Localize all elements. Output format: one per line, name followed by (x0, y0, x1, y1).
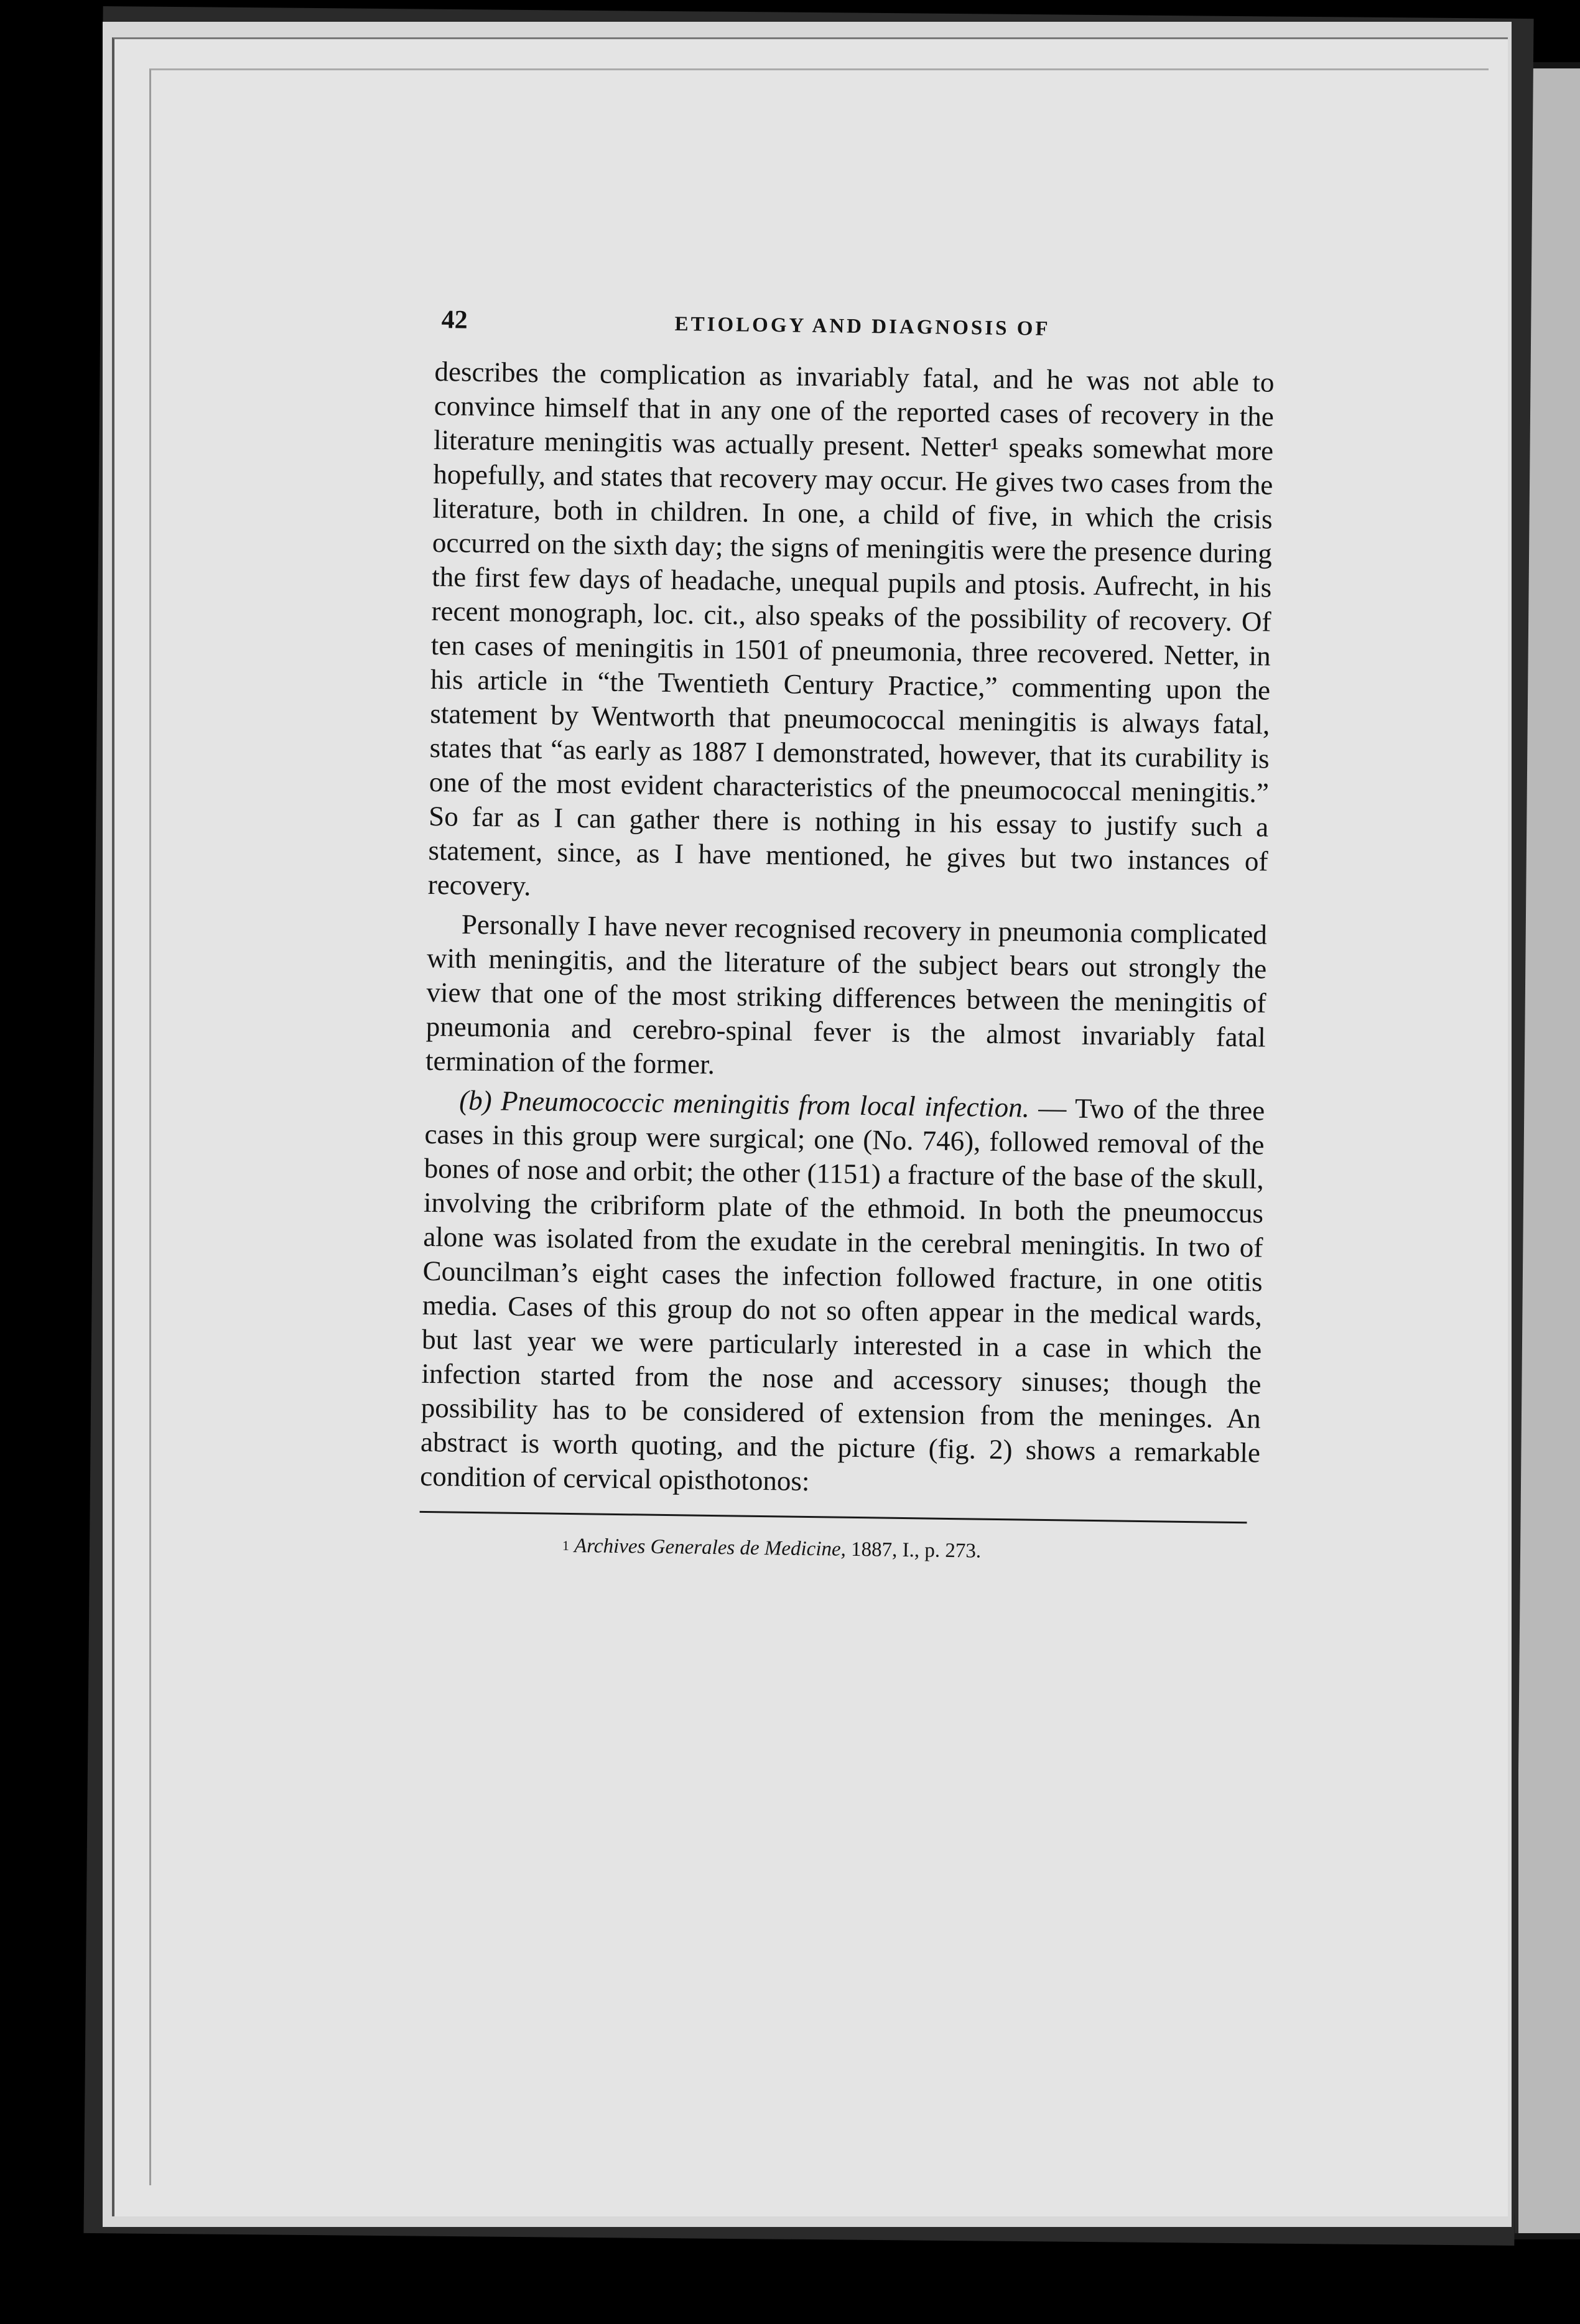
footnote-citation: 1887, I., p. 273. (845, 1538, 982, 1563)
footnote-source-title: Archives Generales de Medicine, (574, 1535, 847, 1561)
page-number: 42 (441, 305, 468, 335)
page-text-block (419, 305, 1275, 1567)
paragraph-2: Personally I have never recognised recovery in pneumonia complicated with meningitis, and the literature of the subject bears out strongly the view that one of the most striking differences between the meningitis of pneumonia and cerebro-spinal fever is the almost invariably fatal termination of the former. (425, 908, 1268, 1080)
paragraph-1: describes the complication as invariably fatal, and he was not able to convince himself that in any one of the reported cases of recovery in the literature meningitis was actually present. Netter¹ speaks somewhat more hopefully, and states that recovery may occur. He gives two cases from the literature, both in children. In one, a child of five, in which the crisis occurred on the sixth day; the signs of meningitis were the presence during the first few days of headache, unequal pupils and ptosis. Aufrecht, in his recent monograph, loc. cit., also speaks of the possibility of recovery. Of ten cases of meningitis in 1501 of pneumonia, three recovered. Netter, in his article in “the Twentieth Century Practice,” commenting upon the statement by Wentworth that pneumococcal meningitis is always fatal, states that “as early as 1887 I demonstrated, however, that its curability is one of the most evident characteristics of the pneumococcal meningitis.” So far as I can gather there is nothing in his essay to justify such a statement, since, as I have mentioned, he gives but two instances of recovery. (427, 355, 1275, 902)
footnote-mark: 1 (562, 1537, 570, 1553)
paragraph-3 (420, 1083, 1265, 1505)
section-heading-b: (b) Pneumococcic meningitis from local infection. (458, 1084, 1030, 1123)
running-head: ETIOLOGY AND DIAGNOSIS OF (674, 313, 1051, 340)
footnote-rule (420, 1511, 1247, 1523)
paragraph-3-body: — Two of the three cases in this group were surgical; one (No. 746), followed removal of the bones of nose and orbit; the other (1151) a fracture of the base of the skull, involving the cribriform plate of the ethmoid. In both the pneumoccus alone was isolated from the exudate in the cerebral meningitis. In two of Councilman’s eight cases the infection followed fracture, in one otitis media. Cases of this group do not so often appear in the medical wards, but last year we were particularly interested in a case in which the infection started from the nose and accessory sinuses; though the possibility has to be considered of extension from the meninges. An abstract is worth quoting, and the picture (fig. 2) shows a remarkable condition of cervical opisthotonos: (420, 1092, 1265, 1497)
